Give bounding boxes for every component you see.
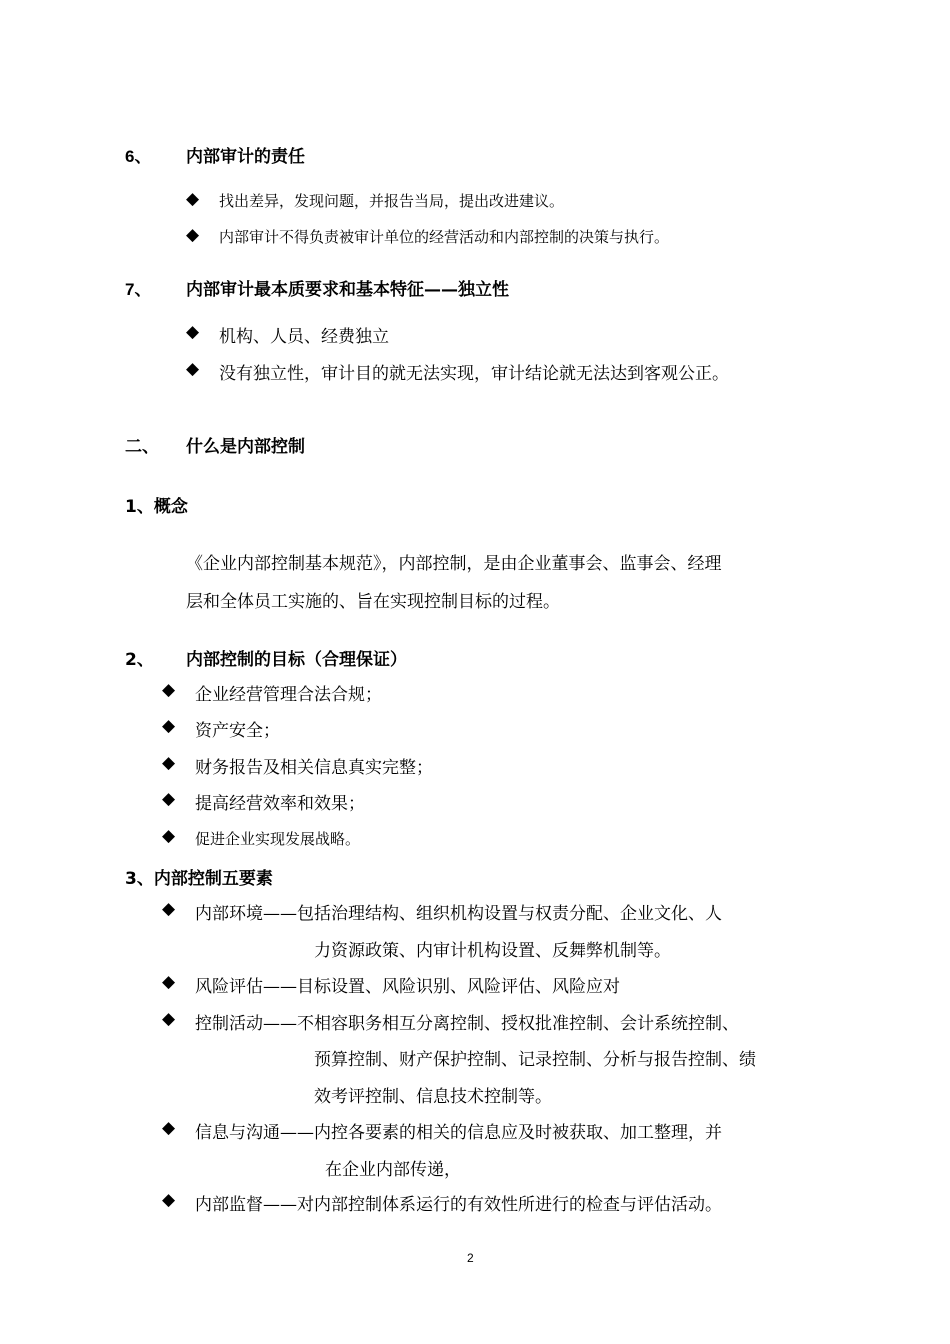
element-line: 效考评控制、信息技术控制等。 xyxy=(314,1087,552,1107)
objectives-number: 2、 xyxy=(125,650,154,670)
bullet-icon: ◆ xyxy=(186,322,200,342)
bullet-icon: ◆ xyxy=(162,1118,176,1138)
list-item: 财务报告及相关信息真实完整； xyxy=(195,758,433,778)
section-6-title: 内部审计的责任 xyxy=(186,147,305,167)
element-line: 控制活动——不相容职务相互分离控制、授权批准控制、会计系统控制、 xyxy=(195,1014,739,1034)
bullet-icon: ◆ xyxy=(162,972,176,992)
page-number: 2 xyxy=(467,1251,474,1265)
bullet-icon: ◆ xyxy=(162,1009,176,1029)
element-line: 内部监督——对内部控制体系运行的有效性所进行的检查与评估活动。 xyxy=(195,1195,722,1215)
bullet-icon: ◆ xyxy=(162,826,176,846)
list-item: 资产安全； xyxy=(195,721,280,741)
section-7-title: 内部审计最本质要求和基本特征——独立性 xyxy=(186,280,509,300)
list-item: 企业经营管理合法合规； xyxy=(195,685,382,705)
list-item: 没有独立性，审计目的就无法实现，审计结论就无法达到客观公正。 xyxy=(219,364,729,384)
section-6-number: 6、 xyxy=(125,147,152,166)
list-item: 提高经营效率和效果； xyxy=(195,794,365,814)
concept-line-1: 《企业内部控制基本规范》，内部控制，是由企业董事会、监事会、经理 xyxy=(186,554,722,574)
element-line: 信息与沟通——内控各要素的相关的信息应及时被获取、加工整理，并 xyxy=(195,1123,722,1143)
bullet-icon: ◆ xyxy=(186,189,200,209)
element-line: 风险评估——目标设置、风险识别、风险评估、风险应对 xyxy=(195,977,620,997)
objectives-title: 内部控制的目标（合理保证） xyxy=(186,650,407,670)
list-item: 促进企业实现发展战略。 xyxy=(195,830,361,848)
part-2-title: 什么是内部控制 xyxy=(186,437,305,457)
bullet-icon: ◆ xyxy=(162,789,176,809)
bullet-icon: ◆ xyxy=(186,359,200,379)
bullet-icon: ◆ xyxy=(162,753,176,773)
list-item: 内部审计不得负责被审计单位的经营活动和内部控制的决策与执行。 xyxy=(219,228,670,246)
bullet-icon: ◆ xyxy=(162,680,176,700)
bullet-icon: ◆ xyxy=(162,1190,176,1210)
bullet-icon: ◆ xyxy=(162,716,176,736)
element-line: 在企业内部传递， xyxy=(325,1160,461,1180)
bullet-icon: ◆ xyxy=(186,225,200,245)
part-2-number: 二、 xyxy=(125,437,159,457)
element-line: 预算控制、财产保护控制、记录控制、分析与报告控制、绩 xyxy=(314,1050,756,1070)
five-elements-heading: 3、内部控制五要素 xyxy=(125,869,273,889)
list-item: 机构、人员、经费独立 xyxy=(219,327,389,347)
element-line: 力资源政策、内审计机构设置、反舞弊机制等。 xyxy=(314,941,671,961)
element-line: 内部环境——包括治理结构、组织机构设置与权责分配、企业文化、人 xyxy=(195,904,722,924)
concept-heading: 1、概念 xyxy=(125,497,188,517)
section-7-number: 7、 xyxy=(125,280,152,299)
concept-line-2: 层和全体员工实施的、旨在实现控制目标的过程。 xyxy=(186,592,560,612)
list-item: 找出差异，发现问题，并报告当局，提出改进建议。 xyxy=(219,192,565,210)
bullet-icon: ◆ xyxy=(162,899,176,919)
